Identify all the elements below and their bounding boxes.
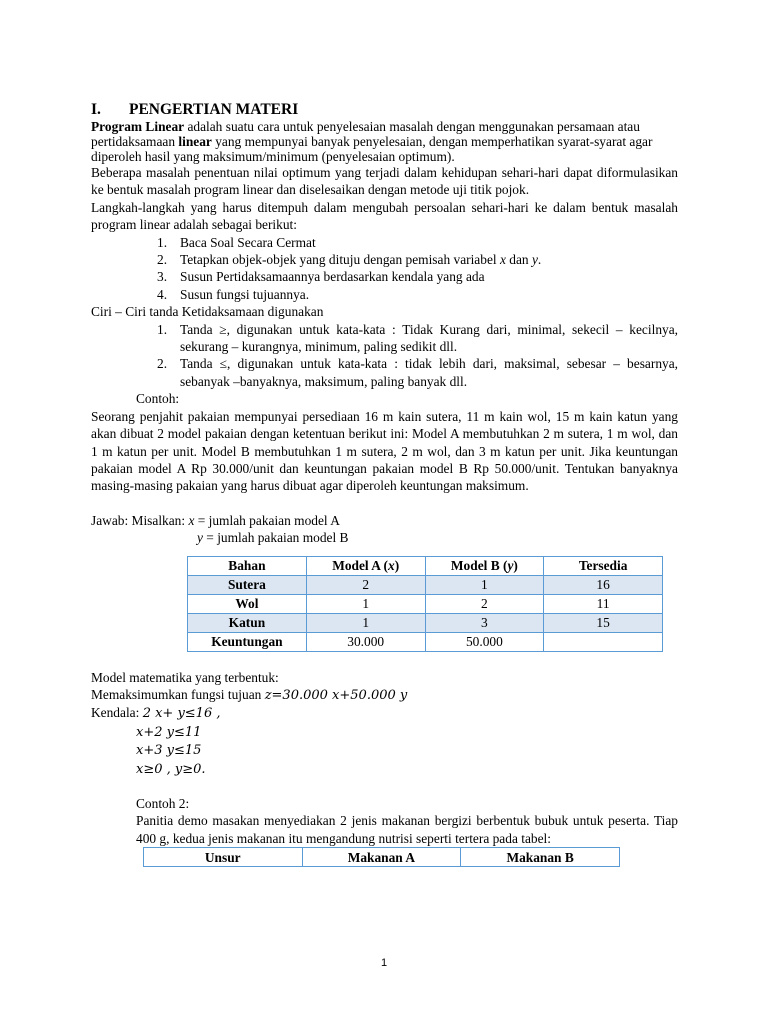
jawab-line-1 [91, 512, 678, 529]
variable-y: y [531, 252, 538, 268]
list-text: . [537, 252, 542, 268]
section-heading [91, 100, 678, 119]
column-header: Makanan A [302, 848, 461, 867]
column-header: Tersedia [544, 556, 663, 575]
list-number: 3. [157, 269, 168, 285]
ciri-list [91, 321, 678, 391]
table-cell: 1 [306, 613, 425, 632]
constraint-line [91, 723, 678, 741]
spacer [91, 495, 678, 512]
table-cell: 50.000 [425, 632, 544, 651]
constraint: x≥0 , y≥0. [136, 761, 206, 777]
list-text: Tanda ≥, digunakan untuk kata-kata : Tidak Kurang dari, minimal, sekecil – kecilnya, sekurang – kurangnya, minimum, paling sedikit dll. [180, 321, 678, 355]
list-item [91, 286, 678, 303]
list-number: 2. [157, 252, 168, 268]
table-row [188, 575, 663, 594]
constraint: x+3 y≤15 [136, 743, 202, 759]
steps-list [91, 234, 678, 304]
column-header: Bahan [188, 556, 307, 575]
document-page [91, 100, 678, 867]
model-text: Memaksimumkan fungsi tujuan [91, 686, 265, 702]
intro-text-2: yang mempunyai banyak penyelesaian, dengan memperhatikan syarat-syarat agar diperoleh hasil yang maksimum/minimum (penyelesaian optimum). [91, 134, 653, 164]
column-header: Model A (x) [306, 556, 425, 575]
table-cell: 30.000 [306, 632, 425, 651]
intro-paragraph [91, 119, 678, 164]
model-line-1: Model matematika yang terbentuk: [91, 669, 279, 685]
ciri-title: Ciri – Ciri tanda Ketidaksamaan digunakan [91, 304, 324, 320]
intro-text-1: adalah suatu cara untuk penyelesaian masalah dengan menggunakan persamaan atau pertidaksamaan [91, 119, 640, 149]
paragraph-2: Beberapa masalah penentuan nilai optimum yang terjadi dalam kehidupan sehari-hari dapat diformulasikan ke bentuk masalah program linear dan diselesaikan dengan metode uji titik pojok. [91, 165, 678, 198]
constraint: 2 x+ y≤16 , [142, 706, 221, 722]
jawab-line-2 [91, 529, 678, 546]
nutrition-table [143, 847, 620, 867]
paragraph-3: Langkah-langkah yang harus ditempuh dalam mengubah persoalan sehari-hari ke dalam bentuk masalah program linear adalah sebagai berikut: [91, 199, 678, 233]
list-text: Susun fungsi tujuannya. [180, 286, 310, 302]
constraint-line [91, 741, 678, 759]
spacer [91, 778, 678, 795]
table-cell: Keuntungan [188, 632, 307, 651]
table-cell: 2 [306, 575, 425, 594]
table-cell: Katun [188, 613, 307, 632]
list-item [91, 251, 678, 268]
kendala-label: Kendala: [91, 705, 143, 721]
list-text: Susun Pertidaksamaannya berdasarkan kendala yang ada [180, 269, 485, 285]
list-number: 1. [157, 321, 168, 337]
variable-y: y [197, 530, 203, 546]
table-cell: 2 [425, 594, 544, 613]
spacer [91, 652, 678, 669]
list-item [91, 355, 678, 390]
materials-table [187, 556, 663, 652]
contoh2-label: Contoh 2: [136, 795, 190, 811]
table-cell: 1 [425, 575, 544, 594]
table-header-row [144, 848, 620, 867]
table-row [188, 613, 663, 632]
variable-x: x [499, 252, 506, 268]
kendala-line [91, 704, 678, 722]
problem-paragraph: Seorang penjahit pakaian mempunyai persediaan 16 m kain sutera, 11 m kain wol, 15 m kain katun yang akan dibuat 2 model pakaian dengan ketentuan berikut ini: Model A membutuhkan 2 m sutera, 1 m wol, dan 1 m katun per unit. Model B membutuhkan 1 m sutera, 2 m wol, dan 3 m katun per unit. Jika keuntungan pakaian model A Rp 30.000/unit dan keuntungan pakaian model B Rp 50.000/unit. Tentukan banyaknya masing-masing pakaian yang harus dibuat agar diperoleh keuntungan maksimum. [91, 408, 678, 494]
column-header: Model B (y) [425, 556, 544, 575]
table-header-row [188, 556, 663, 575]
list-text: Tanda ≤, digunakan untuk kata-kata : tidak lebih dari, maksimal, sebesar – besarnya, sebanyak –banyaknya, maksimum, paling banyak dll. [180, 356, 678, 389]
list-number: 4. [157, 286, 168, 302]
table-cell: Sutera [188, 575, 307, 594]
list-text: dan [505, 252, 532, 268]
jawab-text: = jumlah pakaian model B [202, 530, 349, 546]
table-cell: Wol [188, 594, 307, 613]
table-cell: 15 [544, 613, 663, 632]
table-cell: 16 [544, 575, 663, 594]
list-item [91, 268, 678, 285]
variable-x: x [188, 512, 195, 528]
table-cell [544, 632, 663, 651]
contoh-label: Contoh: [136, 391, 180, 407]
table-cell: 11 [544, 594, 663, 613]
jawab-text: = jumlah pakaian model A [194, 512, 340, 528]
contoh2-paragraph: Panitia demo masakan menyediakan 2 jenis makanan bergizi berbentuk bubuk untuk peserta. Tiap 400 g, kedua jenis makanan itu mengandung nutrisi seperti tertera pada tabel: [136, 813, 678, 846]
column-header: Unsur [144, 848, 303, 867]
list-item [91, 234, 678, 251]
list-number: 2. [157, 356, 168, 372]
list-number: 1. [157, 234, 168, 250]
table-row [188, 632, 663, 651]
jawab-label: Jawab: Misalkan: [91, 512, 189, 528]
list-item [91, 321, 678, 356]
objective-function: z=30.000 x+50.000 y [264, 687, 408, 703]
heading-number: I. [91, 101, 101, 118]
model-line-2 [91, 686, 678, 704]
page-number: 1 [380, 957, 388, 969]
table-cell: 1 [306, 594, 425, 613]
column-header: Makanan B [461, 848, 620, 867]
table-cell: 3 [425, 613, 544, 632]
list-text: Tetapkan objek-objek yang dituju dengan pemisah variabel [180, 252, 500, 268]
intro-term: Program Linear [91, 119, 185, 134]
constraint: x+2 y≤11 [136, 724, 202, 740]
table-row [188, 594, 663, 613]
constraint-line [91, 760, 678, 778]
heading-title: PENGERTIAN MATERI [129, 101, 299, 118]
list-text: Baca Soal Secara Cermat [180, 234, 316, 250]
intro-bold-word: linear [178, 134, 212, 149]
